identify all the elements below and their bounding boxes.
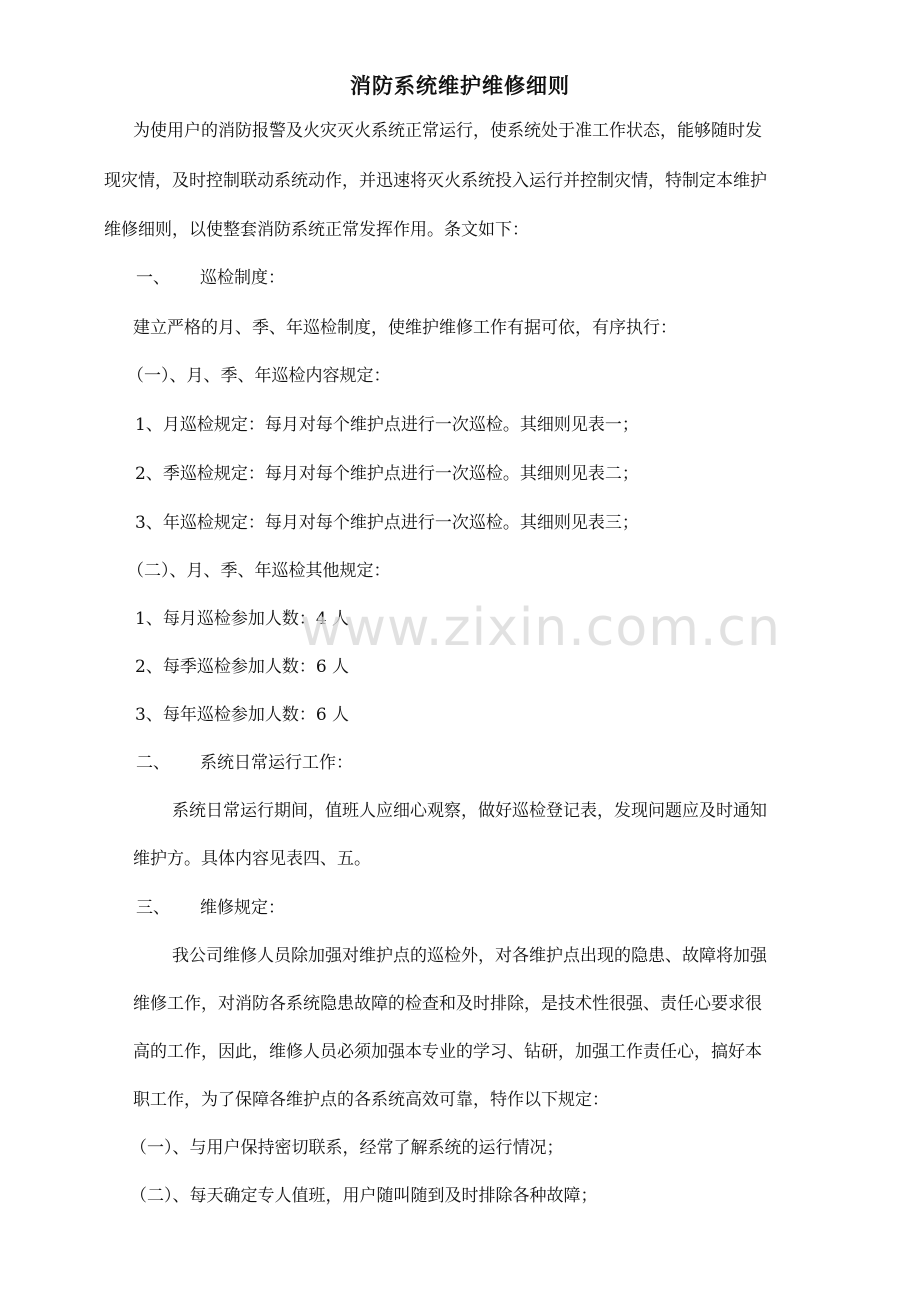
section-2-heading [136, 752, 353, 774]
section-1-heading [136, 267, 285, 289]
document-title: 消防系统维护维修细则 [350, 74, 570, 98]
subsection-1-item-2: 2、季巡检规定：每月对每个维护点进行一次巡检。其细则见表二； [135, 464, 639, 484]
subsection-2-item-2: 2、每季巡检参加人数：6 人 [135, 657, 350, 677]
subsection-2-item-3: 3、每年巡检参加人数：6 人 [135, 705, 350, 725]
section-3-item-1: （一）、与用户保持密切联系，经常了解系统的运行情况； [130, 1138, 564, 1158]
watermark: www.zixin.com.cn [300, 598, 781, 658]
section-1-title: 巡检制度： [200, 268, 285, 288]
section-3-heading [136, 897, 285, 919]
section-2-number: 二、 [136, 753, 170, 773]
section-3-body-line-1: 我公司维修人员除加强对维护点的巡检外，对各维护点出现的隐患、故障将加强 [172, 946, 767, 966]
section-1-number: 一、 [136, 268, 170, 288]
section-3-body-line-2: 维修工作，对消防各系统隐患故障的检查和及时排除，是技术性很强、责任心要求很 [133, 994, 762, 1014]
subsection-1-item-1: 1、月巡检规定：每月对每个维护点进行一次巡检。其细则见表一； [135, 415, 639, 435]
intro-line-2: 现灾情，及时控制联动系统动作，并迅速将灭火系统投入运行并控制灾情，特制定本维护 [104, 171, 767, 191]
section-2-body-line-2: 维护方。具体内容见表四、五。 [133, 849, 371, 869]
section-2-body-line-1: 系统日常运行期间，值班人应细心观察，做好巡检登记表，发现问题应及时通知 [172, 801, 767, 821]
intro-line-3: 维修细则，以使整套消防系统正常发挥作用。条文如下： [104, 220, 529, 240]
section-3-body-line-4: 职工作，为了保障各维护点的各系统高效可靠，特作以下规定： [133, 1090, 609, 1110]
section-1-body: 建立严格的月、季、年巡检制度，使维护维修工作有据可依，有序执行： [133, 318, 677, 338]
section-3-title: 维修规定： [200, 898, 285, 918]
subsection-2-heading: （二）、月、季、年巡检其他规定： [127, 561, 391, 581]
subsection-1-item-3: 3、年巡检规定：每月对每个维护点进行一次巡检。其细则见表三； [135, 513, 639, 533]
intro-line-1: 为使用户的消防报警及火灾灭火系统正常运行，使系统处于准工作状态，能够随时发 [133, 121, 762, 141]
section-3-item-2: （二）、每天确定专人值班，用户随叫随到及时排除各种故障； [130, 1186, 598, 1206]
section-3-body-line-3: 高的工作，因此，维修人员必须加强本专业的学习、钻研，加强工作责任心，搞好本 [133, 1042, 762, 1062]
subsection-2-item-1: 1、每月巡检参加人数：4 人 [135, 609, 350, 629]
section-3-number: 三、 [136, 898, 170, 918]
subsection-1-heading: （一）、月、季、年巡检内容规定： [127, 366, 391, 386]
section-2-title: 系统日常运行工作： [200, 753, 353, 773]
